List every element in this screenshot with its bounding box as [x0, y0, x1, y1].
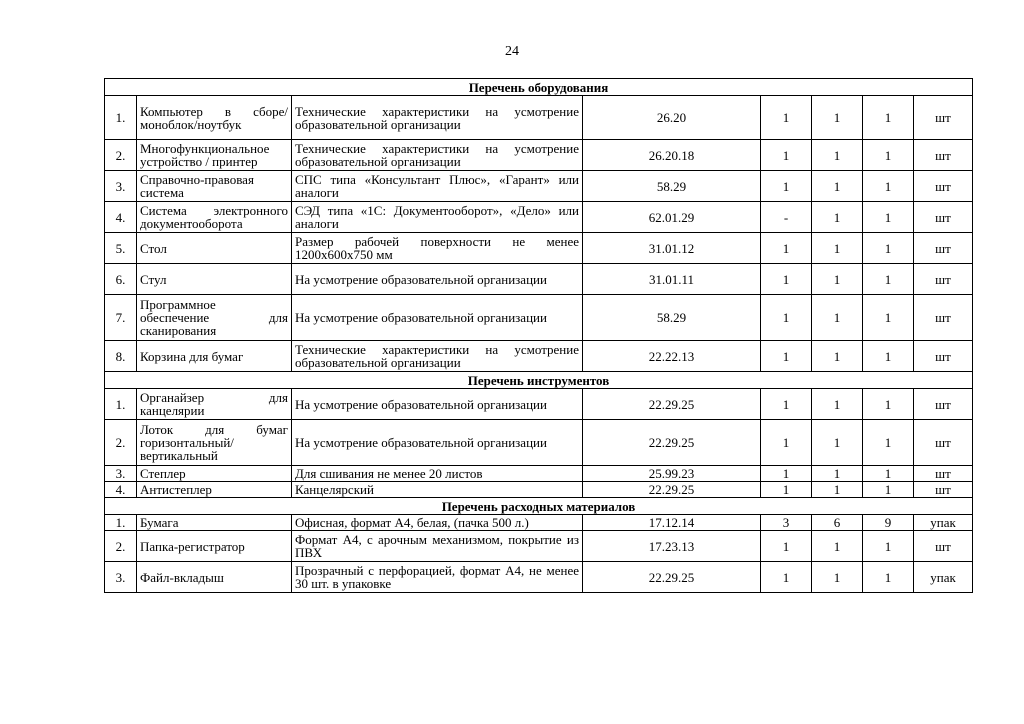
equipment-table	[104, 78, 973, 593]
quantity-3: 1	[863, 202, 914, 233]
quantity-3: 1	[863, 562, 914, 593]
quantity-2: 1	[812, 420, 863, 466]
table-row	[105, 341, 973, 372]
quantity-3: 1	[863, 96, 914, 140]
quantity-3: 1	[863, 233, 914, 264]
table-row	[105, 389, 973, 420]
row-number: 1.	[105, 515, 137, 531]
unit-of-measure: шт	[914, 389, 973, 420]
section-header-row	[105, 79, 973, 96]
okpd-code: 31.01.12	[583, 233, 761, 264]
quantity-1: 1	[761, 389, 812, 420]
row-number: 1.	[105, 389, 137, 420]
okpd-code: 25.99.23	[583, 466, 761, 482]
okpd-code: 62.01.29	[583, 202, 761, 233]
row-number: 8.	[105, 341, 137, 372]
item-description: Прозрачный с перфорацией, формат А4, не менее 30 шт. в упаковке	[292, 562, 583, 593]
item-name: Стол	[137, 233, 292, 264]
row-number: 5.	[105, 233, 137, 264]
quantity-1: 1	[761, 264, 812, 295]
item-description: На усмотрение образовательной организации	[292, 389, 583, 420]
quantity-2: 1	[812, 341, 863, 372]
unit-of-measure: шт	[914, 531, 973, 562]
quantity-2: 1	[812, 140, 863, 171]
quantity-2: 1	[812, 295, 863, 341]
item-description: На усмотрение образовательной организации	[292, 295, 583, 341]
quantity-2: 1	[812, 389, 863, 420]
item-name: Антистеплер	[137, 482, 292, 498]
row-number: 7.	[105, 295, 137, 341]
section-header-row	[105, 372, 973, 389]
item-description: Офисная, формат А4, белая, (пачка 500 л.)	[292, 515, 583, 531]
unit-of-measure: упак	[914, 562, 973, 593]
quantity-1: 1	[761, 341, 812, 372]
row-number: 3.	[105, 466, 137, 482]
quantity-2: 1	[812, 96, 863, 140]
row-number: 6.	[105, 264, 137, 295]
quantity-1: 1	[761, 562, 812, 593]
okpd-code: 58.29	[583, 295, 761, 341]
item-description: Технические характеристики на усмотрение образовательной организации	[292, 140, 583, 171]
quantity-2: 1	[812, 466, 863, 482]
quantity-1: 1	[761, 531, 812, 562]
quantity-1: 1	[761, 420, 812, 466]
quantity-2: 1	[812, 482, 863, 498]
okpd-code: 22.29.25	[583, 562, 761, 593]
quantity-1: 1	[761, 140, 812, 171]
quantity-3: 1	[863, 264, 914, 295]
item-description: На усмотрение образовательной организации	[292, 264, 583, 295]
quantity-2: 1	[812, 171, 863, 202]
quantity-2: 6	[812, 515, 863, 531]
quantity-2: 1	[812, 264, 863, 295]
table-row	[105, 202, 973, 233]
item-description: На усмотрение образовательной организации	[292, 420, 583, 466]
section-header-row	[105, 498, 973, 515]
table-row	[105, 295, 973, 341]
quantity-1: -	[761, 202, 812, 233]
quantity-2: 1	[812, 531, 863, 562]
table-row	[105, 515, 973, 531]
table-body	[105, 79, 973, 593]
okpd-code: 22.22.13	[583, 341, 761, 372]
item-description: Технические характеристики на усмотрение образовательной организации	[292, 96, 583, 140]
unit-of-measure: шт	[914, 466, 973, 482]
quantity-3: 1	[863, 341, 914, 372]
quantity-3: 1	[863, 420, 914, 466]
item-name: Лоток для бумаг горизонтальный/вертикальный	[137, 420, 292, 466]
quantity-3: 1	[863, 140, 914, 171]
item-name: Программное обеспечение для сканирования	[137, 295, 292, 341]
item-description: Канцелярский	[292, 482, 583, 498]
table-row	[105, 171, 973, 202]
okpd-code: 58.29	[583, 171, 761, 202]
unit-of-measure: упак	[914, 515, 973, 531]
item-description: СЭД типа «1С: Документооборот», «Дело» или аналоги	[292, 202, 583, 233]
quantity-1: 1	[761, 466, 812, 482]
unit-of-measure: шт	[914, 264, 973, 295]
unit-of-measure: шт	[914, 420, 973, 466]
item-name: Справочно-правовая система	[137, 171, 292, 202]
row-number: 4.	[105, 202, 137, 233]
okpd-code: 22.29.25	[583, 389, 761, 420]
quantity-1: 1	[761, 482, 812, 498]
row-number: 3.	[105, 171, 137, 202]
item-name: Многофункциональное устройство / принтер	[137, 140, 292, 171]
quantity-3: 9	[863, 515, 914, 531]
item-name: Папка-регистратор	[137, 531, 292, 562]
item-description: СПС типа «Консультант Плюс», «Гарант» или аналоги	[292, 171, 583, 202]
item-description: Размер рабочей поверхности не менее 1200х600х750 мм	[292, 233, 583, 264]
quantity-3: 1	[863, 531, 914, 562]
row-number: 2.	[105, 531, 137, 562]
item-name: Бумага	[137, 515, 292, 531]
quantity-3: 1	[863, 295, 914, 341]
quantity-3: 1	[863, 466, 914, 482]
section-title: Перечень инструментов	[105, 372, 973, 389]
item-description: Для сшивания не менее 20 листов	[292, 466, 583, 482]
quantity-2: 1	[812, 233, 863, 264]
table-row	[105, 233, 973, 264]
okpd-code: 31.01.11	[583, 264, 761, 295]
okpd-code: 26.20	[583, 96, 761, 140]
table-row	[105, 562, 973, 593]
unit-of-measure: шт	[914, 202, 973, 233]
quantity-1: 1	[761, 233, 812, 264]
okpd-code: 22.29.25	[583, 482, 761, 498]
item-name: Файл-вкладыш	[137, 562, 292, 593]
unit-of-measure: шт	[914, 482, 973, 498]
unit-of-measure: шт	[914, 96, 973, 140]
row-number: 4.	[105, 482, 137, 498]
table-row	[105, 482, 973, 498]
row-number: 2.	[105, 140, 137, 171]
item-description: Формат А4, с арочным механизмом, покрытие из ПВХ	[292, 531, 583, 562]
okpd-code: 17.12.14	[583, 515, 761, 531]
table-row	[105, 264, 973, 295]
okpd-code: 26.20.18	[583, 140, 761, 171]
section-title: Перечень оборудования	[105, 79, 973, 96]
quantity-2: 1	[812, 202, 863, 233]
unit-of-measure: шт	[914, 295, 973, 341]
item-description: Технические характеристики на усмотрение образовательной организации	[292, 341, 583, 372]
row-number: 1.	[105, 96, 137, 140]
quantity-3: 1	[863, 482, 914, 498]
item-name: Степлер	[137, 466, 292, 482]
quantity-2: 1	[812, 562, 863, 593]
section-title: Перечень расходных материалов	[105, 498, 973, 515]
table-row	[105, 420, 973, 466]
unit-of-measure: шт	[914, 341, 973, 372]
row-number: 3.	[105, 562, 137, 593]
quantity-3: 1	[863, 171, 914, 202]
quantity-1: 1	[761, 295, 812, 341]
row-number: 2.	[105, 420, 137, 466]
item-name: Стул	[137, 264, 292, 295]
unit-of-measure: шт	[914, 233, 973, 264]
table-row	[105, 466, 973, 482]
quantity-1: 3	[761, 515, 812, 531]
quantity-3: 1	[863, 389, 914, 420]
quantity-1: 1	[761, 171, 812, 202]
quantity-1: 1	[761, 96, 812, 140]
table-row	[105, 140, 973, 171]
item-name: Органайзер для канцелярии	[137, 389, 292, 420]
okpd-code: 22.29.25	[583, 420, 761, 466]
table-row	[105, 96, 973, 140]
okpd-code: 17.23.13	[583, 531, 761, 562]
table-row	[105, 531, 973, 562]
item-name: Корзина для бумаг	[137, 341, 292, 372]
page-number: 24	[505, 44, 519, 59]
item-name: Компьютер в сборе/моноблок/ноутбук	[137, 96, 292, 140]
item-name: Система электронного документооборота	[137, 202, 292, 233]
unit-of-measure: шт	[914, 171, 973, 202]
unit-of-measure: шт	[914, 140, 973, 171]
